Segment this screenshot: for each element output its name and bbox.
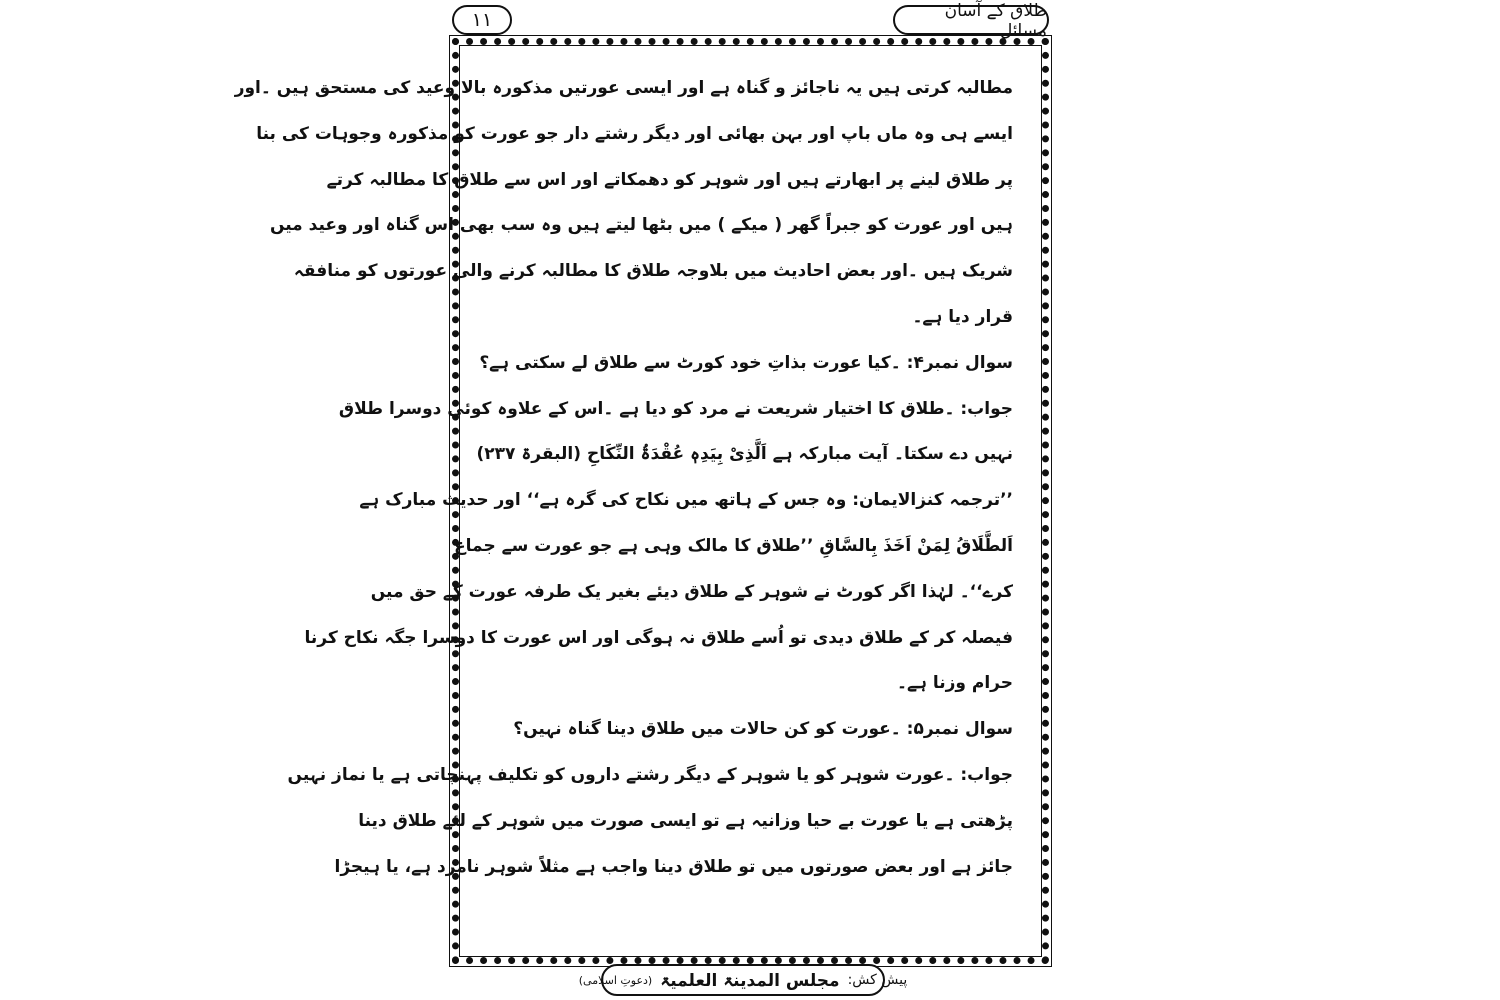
page-body [234, 66, 1013, 946]
text-line: نہیں دے سکتا۔ آیت مبارکہ ہے اَلَّذِیْ بِیَدِہٖ عُقْدَۃُ النِّکَاحِ (البقرۃ ۲۳۷) [476, 444, 1013, 465]
text-line: کرے‘‘۔ لہٰذا اگر کورٹ نے شوہر کے طلاق دیئے بغیر یک طرفہ عورت کے حق میں [370, 581, 1013, 602]
page-number: ۱۱ [471, 9, 493, 31]
publisher-prefix: پیش کش: [847, 972, 908, 988]
publisher-badge [578, 964, 908, 996]
text-line: ایسے ہی وہ ماں باپ اور بہن بھائی اور دیگر رشتے دار جو عورت کو مذکورہ وجوہات کی بنا [256, 123, 1013, 144]
text-line: قرار دیا ہے۔ [912, 306, 1013, 327]
text-line: شریک ہیں ۔اور بعض احادیث میں بلاوجہ طلاق کا مطالبہ کرنے والی عورتوں کو منافقہ [293, 261, 1013, 282]
publisher-sub: (دعوتِ اسلامی) [578, 973, 653, 987]
text-line: جواب: ۔عورت شوہر کو یا شوہر کے دیگر رشتے داروں کو تکلیف پہنچاتی ہے یا نماز نہیں [287, 764, 1013, 785]
text-line: جواب: ۔طلاق کا اختیار شریعت نے مرد کو دیا ہے ۔اس کے علاوہ کوئی دوسرا طلاق [338, 398, 1013, 419]
text-line: اَلطَّلَاقُ لِمَنْ اَخَذَ بِالسَّاقِ ’’طلاق کا مالک وہی ہے جو عورت سے جماع [454, 535, 1013, 556]
text-line: ہیں اور عورت کو جبراً گھر ( میکے ) میں بٹھا لیتے ہیں وہ سب بھی اس گناہ اور وعید میں [269, 215, 1013, 236]
page-number-badge [452, 5, 512, 35]
book-title-badge [893, 0, 1049, 41]
text-line: ’’ترجمہ کنزالایمان: وہ جس کے ہاتھ میں نکاح کی گرہ ہے‘‘ اور حدیث مبارک ہے [359, 490, 1013, 511]
text-line: مطالبہ کرتی ہیں یہ ناجائز و گناہ ہے اور ایسی عورتیں مذکورہ بالا وعید کی مستحق ہیں ۔اور [234, 78, 1013, 98]
text-line: فیصلہ کر کے طلاق دیدی تو اُسے طلاق نہ ہوگی اور اس عورت کا دوسرا جگہ نکاح کرنا [304, 627, 1013, 648]
publisher-name: مجلس المدینۃ العلمیۃ [660, 970, 840, 991]
book-title: طلاق کے آسان مسائل [944, 0, 1047, 41]
text-line: پڑھتی ہے یا عورت بے حیا وزانیہ ہے تو ایسی صورت میں شوہر کے لئے طلاق دینا [358, 810, 1013, 831]
question-heading: سوال نمبر۴: ۔کیا عورت بذاتِ خود کورٹ سے طلاق لے سکتی ہے؟ [479, 352, 1013, 373]
question-heading: سوال نمبر۵: ۔عورت کو کن حالات میں طلاق دینا گناہ نہیں؟ [513, 719, 1013, 740]
text-line: حرام وزنا ہے۔ [897, 673, 1013, 694]
text-line: جائز ہے اور بعض صورتوں میں تو طلاق دینا واجب ہے مثلاً شوہر نامرد ہے، یا ہیجڑا [334, 856, 1013, 877]
text-line: پر طلاق لینے پر ابھارتے ہیں اور شوہر کو دھمکاتے اور اس سے طلاق کا مطالبہ کرتے [326, 169, 1013, 190]
